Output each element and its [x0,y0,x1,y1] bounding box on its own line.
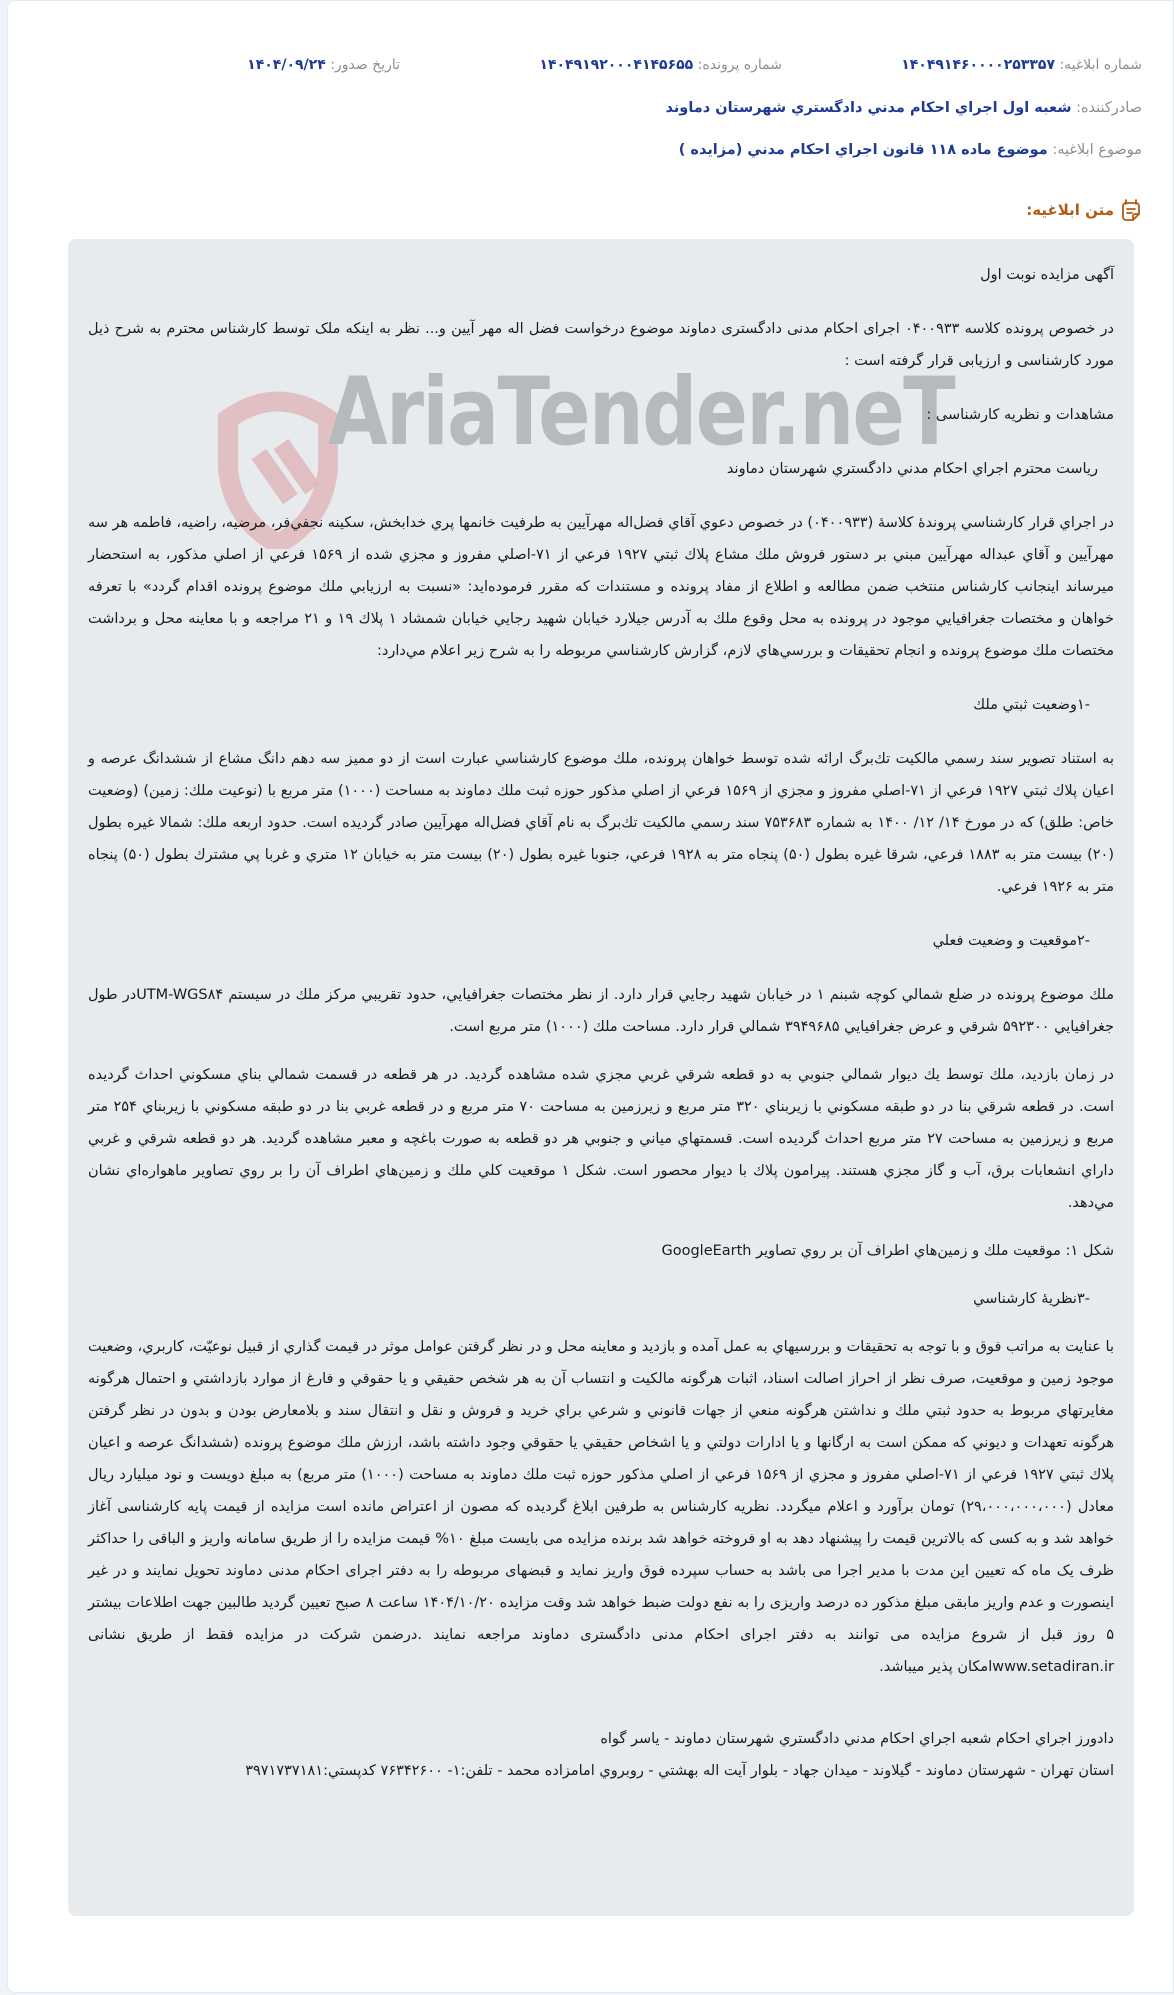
figure-caption: شكل ۱: موقعيت ملك و زمين‌هاي اطراف آن بر روي تصاوير GoogleEarth [661,1243,1114,1259]
section-1-text: به استناد تصوير سند رسمي مالكيت تك‌برگ ارائه شده توسط خواهان پرونده، ملك موضوع كارشناسي عبارت است از دو مميز سه دهم دانگ مشاع از ششدانگ عرصه و اعيان پلاك ثبتي ۱۹۲۷ فرعي از ۷۱-اصلي مفروز و مجزي از ۱۵۶۹ فرعي از اصلي مذكور حوزه ثبت ملك دماوند به مساحت (۱۰۰۰) متر مربع با (نوعيت ملك: زمين) (وضعيت خاص: طلق) كه در مورخ ۱۴/ ۱۲/ ۱۴۰۰ به شماره ۷۵۳۶۸۳ سند رسمي مالكيت تك‌برگ به نام آقاي فضل‌اله مهرآيين صادر گرديده است. حدود اربعه ملك: شمالا غيره بطول (۲۰) بيست متر به ۱۸۸۳ فرعي، شرقا غيره بطول (۵۰) پنجاه متر به ۱۹۲۸ فرعي، جنوبا غيره بطول (۲۰) بيست متر به خيابان ۱۲ متري و غربا پي مشترك بطول (۵۰) پنجاه متر به ۱۹۲۶ فرعي. [88,751,1114,895]
issue-date-label: تاریخ صدور: [330,57,400,73]
notice-number-label: شماره ابلاغیه: [1059,57,1142,73]
notice-text-heading [1026,198,1142,222]
observations-title: مشاهدات و نظریه کارشناسی : [926,407,1114,423]
section-2-condition: در زمان بازديد، ملك توسط يك ديوار شمالي جنوبي به دو قطعه شرقي غربي مجزي شده مشاهده گرديد. در هر قطعه در قسمت شمالي بناي مسكوني احداث گرديده است. در قطعه شرقي بنا در دو طبقه مسكوني با زيربناي ۳۲۰ متر مربع و زيرزمين به مساحت ۷۰ متر مربع و در قطعه غربي بنا در دو طبقه مسكوني با زيربناي ۲۵۴ متر مربع و زيرزمين به مساحت ۲۷ متر مربع احداث گرديده است. قسمتهاي مياني و جنوبي هر دو قطعه به صورت باغچه و معبر مشاهده گرديد. هر دو قطعه شرقي و غربي داراي انشعابات برق، آب و گاز مجزي هستند. پيرامون پلاك با ديوار محصور است. شكل ۱ موقعيت كلي ملك و زمين‌هاي اطراف آن را بر روي تصاوير ماهواره‌اي نشان مي‌دهد. [88,1067,1115,1211]
issue-date-value: ۱۴۰۴/۰۹/۲۴ [247,57,326,73]
subject-value: موضوع ماده ۱۱۸ قانون اجراي احكام مدني (مزايده ) [678,142,1048,158]
notice-body-panel [68,239,1134,1916]
watermark-text: AriaTender.neT [328,358,955,467]
meta-row [68,57,1142,81]
notice-heading: آگهی مزایده نوبت اول [980,267,1114,283]
case-number-label: شماره پرونده: [697,57,782,73]
notice-card [7,0,1174,1993]
notice-text-title: متن ابلاغیه: [1026,201,1114,219]
paragraph-assignment: در اجراي قرار كارشناسي پروندۀ كلاسۀ (۰۴۰۰۹۳۳) در خصوص دعوي آقاي فضل‌اله مهرآيين به طرفيت خانمها پري خدابخش، سكينه نجفي‌فر، مرضيه، راضيه، فاطمه هر سه مهرآيين و آقاي عبداله مهرآيين مبني بر دستور فروش ملك مشاع پلاك ثبتي ۱۹۲۷ فرعي از ۷۱-اصلي مفروز و مجزي شده از ۱۵۶۹ فرعي از اصلي مذكور، به استحضار ميرساند اينجانب كارشناس منتخب ضمن مطالعه و اطلاع از مفاد پرونده و مستندات كه مقرر فرموده‌ايد: «نسبت به ارزيابي ملك موضوع پرونده اقدام گردد» با تعرفه خواهان و مختصات جغرافيايي موجود در پرونده به محل وقوع ملك به آدرس جيلارد خيابان شهيد رجايي خيابان شمشاد ۱ پلاك ۱۹ و ۲۱ مراجعه و با معاينه محل و برداشت مختصات ملك موضوع پرونده و انجام تحقيقات و بررسي‌هاي لازم، گزارش كارشناسي مربوطه را به شرح زير اعلام مي‌دارد: [87,515,1114,659]
issuer-value: شعبه اول اجراي احكام مدني دادگستري شهرستان دماوند [665,100,1072,116]
notepad-icon [1120,198,1142,222]
notice-number-value: ۱۴۰۴۹۱۴۶۰۰۰۰۲۵۳۳۵۷ [901,57,1055,73]
intro-paragraph: در خصوص پرونده کلاسه ۰۴۰۰۹۳۳ اجرای احکام مدنی دادگستری دماوند موضوع درخواست فضل اله مهر آیین و... نظر به اینکه ملک توسط کارشناس محترم به شرح ذیل مورد کارشناسی و ارزیابی قرار گرفته است : [88,321,1115,369]
section-1-title: -۱وضعيت ثبتي ملك [973,697,1090,713]
issue-date [247,57,400,73]
subject [679,142,1142,158]
notice-number [901,57,1142,73]
section-3-text: با عنايت به مراتب فوق و با توجه به تحقيقات و بررسيهاي به عمل آمده و بازديد و معاينه محل و در نظر گرفتن عوامل موثر در قيمت گذاري از قبيل نوعيّت، كاربري، وضعيت موجود زمين و موقعيت، صرف نظر از احراز اصالت اسناد، اثبات هرگونه مالكيت و انتساب آن به هر شخص حقيقي و يا حقوقي و فارغ از موارد بازداشتي و احتمال هرگونه مغايرتهاي مربوط به حدود ثبتي ملك و نداشتن هرگونه منعي از جهات قانوني و شرعي براي خريد و فروش و نقل و انتقال سند و بلامعارض بودن و بدون در نظر گرفتن هرگونه تعهدات و ديوني كه ممكن است به ارگانها و يا ادارات دولتي و يا اشخاص حقيقي يا حقوقي وجود داشته باشد، ارزش ملك موضوع پرونده (ششدانگ عرصه و اعيان پلاك ثبتي ۱۹۲۷ فرعي از ۷۱-اصلي مفروز و مجزي از ۱۵۶۹ فرعي از اصلي مذكور حوزه ثبت ملك دماوند به مساحت (۱۰۰۰) متر مربع) به مبلغ دويست و نود ميليارد ريال معادل (۲۹،۰۰۰،۰۰۰،۰۰۰) تومان برآورد و اعلام ميگردد. نظریه کارشناس به طرفین ابلاغ گردیده که مصون از اعتراض مانده است مزایده از قیمت پایه کارشناسی آغاز خواهد شد و به کسی که بالاترین قیمت را پیشنهاد دهد به او فروخته خواهد شد برنده مزایده می بایست مبلغ ۱۰% قیمت مزایده را از طریق سامانه واریز و الباقی را حداکثر ظرف یک ماه که تعیین این مدت با مدیر اجرا می باشد به حساب سپرده فوق واریز نماید و قبضهای مربوطه را به دفتر اجرای احکام مدنی دماوند تحویل نمایند و در غیر اینصورت و عدم واریز مابقی مبلغ مذکور ده درصد واریزی را به نفع دولت ضبط خواهد شد وقت مزایده ۱۴۰۴/۱۰/۲۰ ساعت ۸ صبح تعیین گردید طالبین جهت اطلاعات بیشتر ۵ روز قبل از شروع مزایده می توانند به دفتر اجرای احکام مدنی دادگستری دماوند مراجعه نمایند .درضمن شرکت در مزایده فقط از طریق نشانی www.setadiran.irامکان پذیر میباشد. [88,1339,1115,1675]
addressee: رياست محترم اجراي احكام مدني دادگستري شهرستان دماوند [726,461,1098,477]
case-number-value: ۱۴۰۴۹۱۹۲۰۰۰۴۱۴۵۶۵۵ [539,57,694,73]
case-number [539,57,782,73]
issuer-label: صادرکننده: [1076,100,1142,116]
office-address: استان تهران - شهرستان دماوند - گيلاوند - ميدان جهاد - بلوار آيت اله بهشتي - روبروي امامزاده محمد - تلفن:۱- ۷۶۳۴۲۶۰۰ كدپستي:۳۹۷۱۷۳۷۱۸۱ [245,1763,1114,1779]
section-2-title: -۲موقعيت و وضعيت فعلي [932,933,1090,949]
section-2-location: ملك موضوع پرونده در ضلع شمالي كوچه شبنم ۱ در خيابان شهيد رجايي قرار دارد. از نظر مختصات جغرافيايي، حدود تقريبي مركز ملك در سيستم UTM-WGS۸۴در طول جغرافيايي ۵۹۲۳۰۰ شرقي و عرض جغرافيايي ۳۹۴۹۶۸۵ شمالي قرار دارد. مساحت ملك (۱۰۰۰) متر مربع است. [88,987,1114,1035]
subject-label: موضوع ابلاغیه: [1052,142,1142,158]
signature: دادورز اجراي احكام شعبه اجراي احكام مدني دادگستري شهرستان دماوند - ياسر گواه [600,1731,1114,1747]
issuer [665,100,1142,116]
section-3-title: -۳نظريۀ كارشناسي [973,1291,1090,1307]
